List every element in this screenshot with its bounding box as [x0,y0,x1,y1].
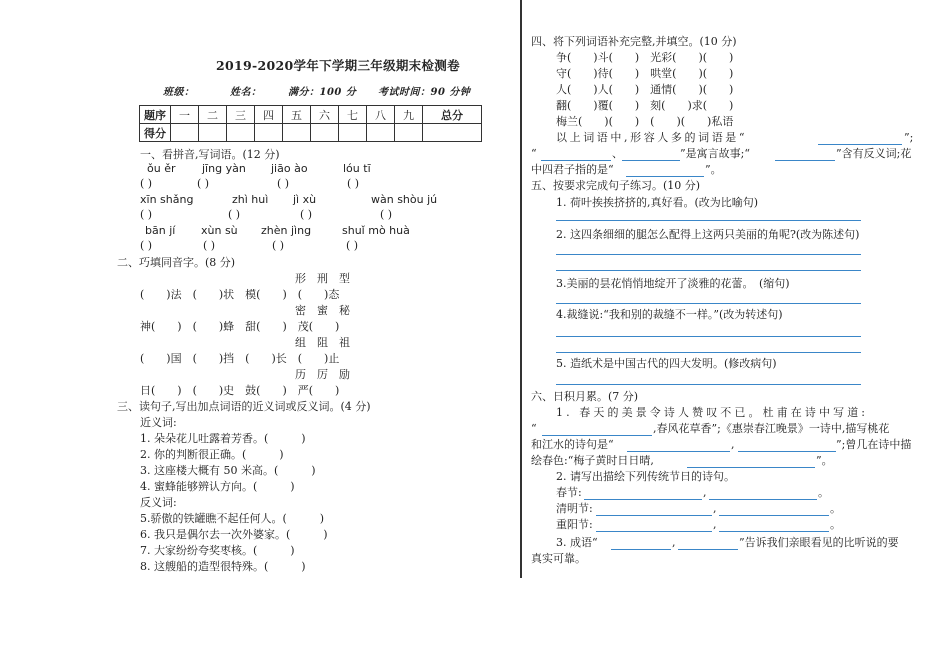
score-cell[interactable] [367,124,395,142]
fill-text: ”。 [705,163,722,176]
score-cell-header: 一 [171,106,199,124]
answer-blank[interactable]: ( ) [272,239,285,252]
answer-line[interactable] [556,220,861,221]
score-cell-header: 四 [255,106,283,124]
score-cell-header: 九 [395,106,423,124]
festival-label: 重阳节: [556,518,593,531]
question-item[interactable]: 2. 你的判断很正确。( ) [140,448,284,461]
fill-text: 中四君子指的是“ [531,163,614,176]
answer-line[interactable] [709,499,817,500]
pinyin: xīn shǎng [140,193,194,206]
answer-blank[interactable]: ( ) [346,239,359,252]
score-cell[interactable] [199,124,227,142]
fill-text: ”含有反义词;花 [836,147,912,160]
score-row-label: 得分 [140,124,171,142]
answer-line[interactable] [596,531,712,532]
answer-blank[interactable]: ( ) [140,239,153,252]
homophone-line[interactable]: 神( ) ( )蜂 甜( ) 茂( ) [140,320,340,333]
idiom-line[interactable]: 争( )斗( ) 光彩( )( ) [556,51,734,64]
poem-text: “ [531,422,537,435]
exam-title: 2019-2020学年下学期三年级期末检测卷 [216,58,460,73]
sentence-task: 1. 荷叶挨挨挤挤的,真好看。(改为比喻句) [556,196,759,209]
fill-text: 以上词语中,形容人多的词语是“ [556,131,748,144]
idiom-line[interactable]: 人( )人( ) 通情( )( ) [556,83,734,96]
answer-line[interactable] [626,176,704,177]
festival-label: 春节: [556,486,582,499]
homophone-chars: 历 厉 励 [295,368,350,381]
exam-time-label: 考试时间：90 分钟 [378,87,471,98]
answer-line[interactable] [584,499,702,500]
poem-text: ,春风花草香”;《惠崇春江晚景》一诗中,描写桃花 [653,422,890,435]
homophone-chars: 组 阻 祖 [295,336,350,349]
answer-line[interactable] [738,451,836,452]
antonym-label: 反义词: [140,496,177,509]
score-cell[interactable] [339,124,367,142]
name-label: 姓名： [230,87,262,98]
score-table-header-row [140,106,482,124]
pinyin: lóu tī [343,162,371,175]
pinyin: wàn shòu jú [371,193,438,206]
answer-line[interactable] [556,254,861,255]
poem-text: , [672,536,676,549]
section-2-heading: 二、巧填同音字。(8 分) [117,256,236,269]
answer-line[interactable] [596,515,712,516]
idiom-line[interactable]: 翻( )覆( ) 刻( )求( ) [556,99,734,112]
fill-text: ”是寓言故事;“ [680,147,750,160]
festival-label: 清明节: [556,502,593,515]
answer-line[interactable] [678,549,738,550]
answer-blank[interactable]: ( ) [140,177,153,190]
poem-text: 绘春色:“梅子黄时日日晴, [531,454,654,467]
section-5-heading: 五、按要求完成句子练习。(10 分) [531,179,701,192]
section-4-heading: 四、将下列词语补充完整,并填空。(10 分) [531,35,737,48]
poem-text: 3. 成语“ [556,536,598,549]
score-cell[interactable] [227,124,255,142]
fill-text: 、 [612,147,623,160]
pinyin: jiāo ào [271,162,308,175]
poem-text: 。 [830,518,841,531]
score-cell[interactable] [395,124,423,142]
pinyin: ǒu ěr [147,162,176,175]
answer-line[interactable] [556,384,861,385]
section-6-heading: 六、日积月累。(7 分) [531,390,639,403]
score-cell-header: 三 [227,106,255,124]
answer-line[interactable] [541,160,611,161]
score-table [139,105,482,142]
pinyin: zhèn jìng [261,224,312,237]
answer-line[interactable] [719,515,829,516]
score-cell[interactable] [311,124,339,142]
pinyin: jì xù [293,193,317,206]
question-item[interactable]: 8. 这艘船的造型很特殊。( ) [140,560,306,573]
answer-line[interactable] [687,467,815,468]
class-label: 班级： [163,87,195,98]
score-table-score-row [140,124,482,142]
answer-blank[interactable]: ( ) [140,208,153,221]
fill-text: ”; [904,131,914,144]
poem-text: , [713,518,717,531]
section-1-heading: 一、看拼音,写词语。(12 分) [140,148,280,161]
homophone-chars: 形 刑 型 [295,272,350,285]
score-cell-header: 题序 [140,106,171,124]
answer-line[interactable] [542,435,652,436]
pinyin: zhì huì [232,193,269,206]
pinyin: bān jí [145,224,176,237]
answer-line[interactable] [775,160,835,161]
pinyin: xùn sù [201,224,238,237]
question-item[interactable]: 5.骄傲的铁罐瞧不起任何人。( ) [140,512,325,525]
answer-line[interactable] [556,352,861,353]
answer-line[interactable] [719,531,829,532]
score-cell-header: 七 [339,106,367,124]
idiom-line[interactable]: 守( )待( ) 哄堂( )( ) [556,67,734,80]
poem-text: ”。 [816,454,833,467]
score-cell[interactable] [171,124,199,142]
score-cell-header: 总分 [423,106,482,124]
sentence-task: 3.美丽的昙花悄悄地绽开了淡雅的花蕾。 (缩句) [556,277,790,290]
answer-blank[interactable]: ( ) [347,177,360,190]
poem-text: , [731,438,735,451]
sentence-task: 5. 造纸术是中国古代的四大发明。(修改病句) [556,357,777,370]
full-score-label: 满分：100 分 [288,87,357,98]
score-cell-header: 五 [283,106,311,124]
poem-text: ”;曾几在诗中描 [836,438,912,451]
synonym-label: 近义词: [140,416,177,429]
question-item[interactable]: 1. 朵朵花儿吐露着芳香。( ) [140,432,306,445]
pinyin: shuǐ mò huà [342,224,410,237]
pinyin: jīng yàn [202,162,246,175]
poem-text: , [713,502,717,515]
answer-blank[interactable]: ( ) [203,239,216,252]
answer-line[interactable] [627,451,730,452]
section-3-heading: 三、读句子,写出加点词语的近义词或反义词。(4 分) [117,400,371,413]
score-cell[interactable] [423,124,482,142]
poem-text: ”告诉我们亲眼看见的比听说的要 [739,536,899,549]
fill-text: “ [531,147,537,160]
question-item[interactable]: 7. 大家纷纷夸奖枣核。( ) [140,544,295,557]
sentence-task: 4.裁缝说:“我和别的裁缝不一样。”(改为转述句) [556,308,783,321]
homophone-line[interactable]: ( )法 ( )状 模( ) ( )态 [140,288,340,301]
poem-text: 。 [818,486,829,499]
answer-blank[interactable]: ( ) [300,208,313,221]
answer-line[interactable] [556,336,861,337]
question-item[interactable]: 3. 这座楼大概有 50 米高。( ) [140,464,316,477]
poem-text: , [703,486,707,499]
poem-text: 真实可靠。 [531,552,586,565]
column-divider [520,0,522,578]
homophone-chars: 密 蜜 秘 [295,304,350,317]
poem-question: 1. 春天的美景令诗人赞叹不已。杜甫在诗中写道: [556,406,869,419]
answer-blank[interactable]: ( ) [380,208,393,221]
question-item[interactable]: 6. 我只是偶尔去一次外婆家。( ) [140,528,328,541]
answer-line[interactable] [556,270,861,271]
answer-line[interactable] [611,549,671,550]
answer-line[interactable] [818,144,902,145]
answer-line[interactable] [622,160,680,161]
question-item[interactable]: 4. 蜜蜂能够辨认方向。( ) [140,480,295,493]
homophone-line[interactable]: ( )国 ( )挡 ( )长 ( )止 [140,352,340,365]
idiom-line[interactable]: 梅兰( )( ) ( )( )私语 [556,115,734,128]
homophone-line[interactable]: 日( ) ( )史 鼓( ) 严( ) [140,384,340,397]
poem-question: 2. 请写出描绘下列传统节日的诗句。 [556,470,735,483]
sentence-task: 2. 这四条细细的腿怎么配得上这两只美丽的角呢?(改为陈述句) [556,228,860,241]
score-cell[interactable] [283,124,311,142]
score-cell-header: 六 [311,106,339,124]
answer-line[interactable] [556,303,861,304]
answer-blank[interactable]: ( ) [228,208,241,221]
poem-text: 和江水的诗句是“ [531,438,614,451]
score-cell[interactable] [255,124,283,142]
score-cell-header: 二 [199,106,227,124]
score-cell-header: 八 [367,106,395,124]
answer-blank[interactable]: ( ) [197,177,210,190]
answer-blank[interactable]: ( ) [277,177,290,190]
poem-text: 。 [830,502,841,515]
